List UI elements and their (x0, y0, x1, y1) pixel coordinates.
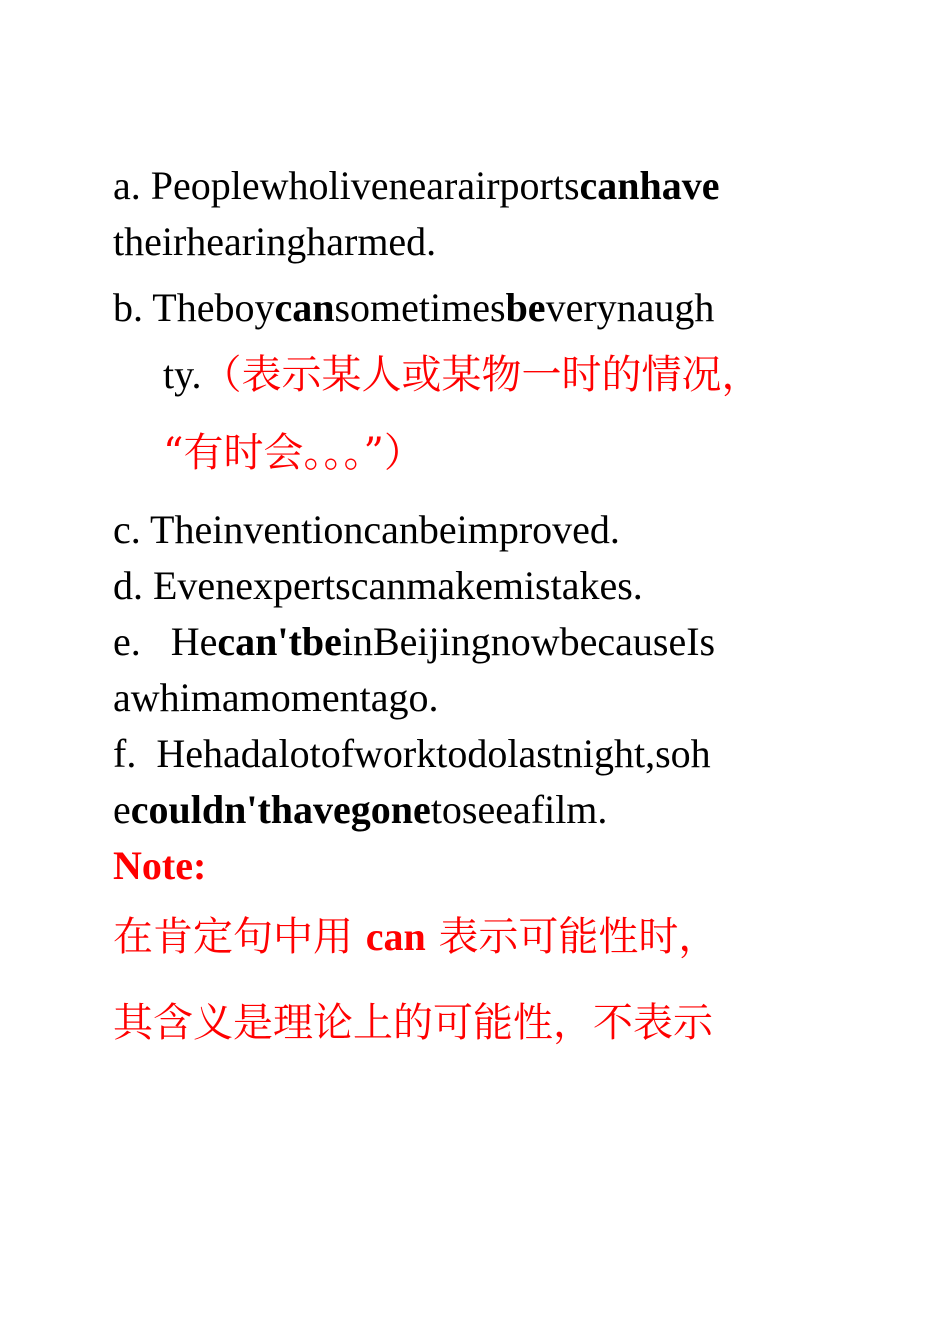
example-f-line-2 (113, 782, 873, 838)
note-line-1-post: 表示可能性时， (438, 914, 719, 960)
example-d-text: Evenexpertscanmakemistakes. (153, 563, 643, 608)
example-e-text-cont: awhimamomentago. (113, 675, 439, 720)
example-b-line-3 (113, 414, 873, 492)
note-title: Note: (113, 843, 207, 888)
example-d-line (113, 558, 873, 614)
example-e-marker: e. (113, 619, 141, 664)
example-e-text-2: inBeijingnowbecauseIs (341, 619, 716, 664)
example-a-text-cont: theirhearingharmed. (113, 219, 437, 264)
example-c-line (113, 502, 873, 558)
note-line-1-bold: can (365, 914, 426, 959)
note-line-1-pre: 在肯定句中用 (113, 914, 353, 960)
example-b-text-cont: ty. (163, 352, 202, 397)
example-b-bold-2: be (505, 285, 546, 330)
example-f-text-3: toseeafilm. (430, 787, 608, 832)
example-c-marker: c. (113, 507, 141, 552)
example-b-bold-1: can (274, 285, 335, 330)
example-a-bold-modal: canhave (579, 163, 720, 208)
example-b-text-1: Theboy (152, 285, 275, 330)
document-page (113, 158, 873, 1066)
note-line-1 (113, 894, 873, 980)
example-f-marker: f. (113, 731, 137, 776)
example-f-line-1 (113, 726, 873, 782)
example-a-line-1 (113, 158, 873, 214)
example-e-bold: can'tbe (217, 619, 342, 664)
example-f-text-1: Hehadalotofworktodolastnight,soh (156, 731, 711, 776)
example-b-text-2: sometimes (334, 285, 506, 330)
example-b-explanation-cont: “有时会。。。”） (163, 430, 424, 476)
example-a-line-2 (113, 214, 873, 270)
example-d-marker: d. (113, 563, 143, 608)
note-line-2: 其含义是理论上的可能性，不表示 (113, 1000, 713, 1046)
example-f-bold: couldn'thavegone (130, 787, 431, 832)
example-c-text: Theinventioncanbeimproved. (150, 507, 620, 552)
example-a-marker: a. (113, 163, 141, 208)
example-f-text-2: e (113, 787, 131, 832)
example-e-line-1 (113, 614, 873, 670)
example-a-text: Peoplewholivenearairports (150, 163, 580, 208)
example-b-marker: b. (113, 285, 143, 330)
example-e-line-2 (113, 670, 873, 726)
example-b-explanation: （表示某人或某物一时的情况， (201, 352, 762, 398)
example-e-text-1: He (170, 619, 218, 664)
example-b-line-1 (113, 280, 873, 336)
example-b-line-2 (113, 336, 873, 414)
example-b-text-3: verynaugh (545, 285, 715, 330)
